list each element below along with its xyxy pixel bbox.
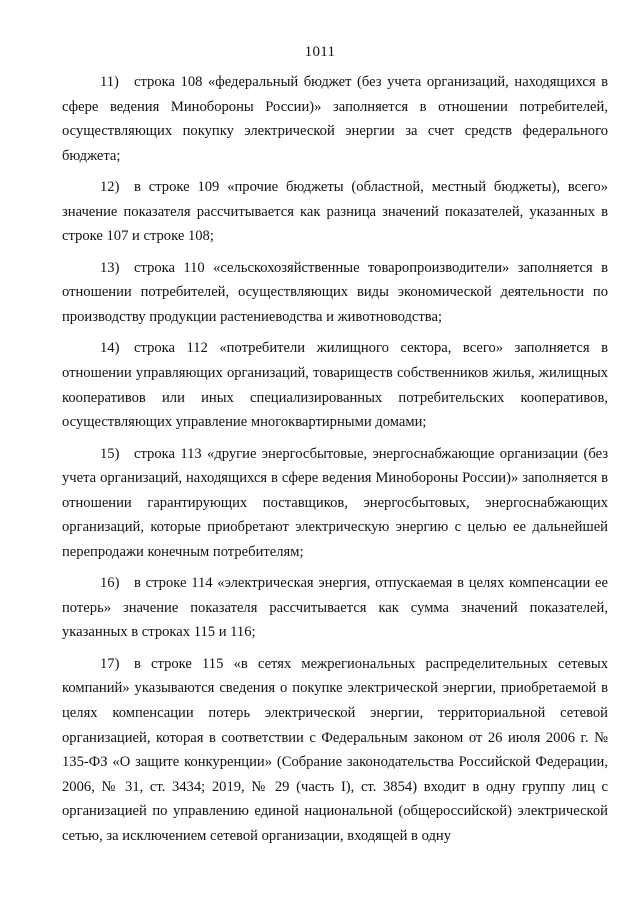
paragraph-text: в строке 109 «прочие бюджеты (областной, местный бюджеты), всего» значение показателя рассчитывается как разница значений показателей, указанных в строке 107 и строке 108; bbox=[62, 179, 608, 245]
item-number: 14) bbox=[100, 340, 120, 357]
paragraph-text: в строке 114 «электрическая энергия, отпускаемая в целях компенсации ее потерь» значение показателя рассчитывается как сумма значений показателей, указанных в строках 115 и 116; bbox=[62, 575, 608, 641]
item-number: 11) bbox=[100, 74, 119, 90]
paragraph-text: строка 108 «федеральный бюджет (без учета организаций, находящихся в сфере ведения Минобороны России)» заполняется в отношении потребителей, осуществляющих покупку электрической энергии за счет средств федерального бюджета; bbox=[62, 74, 608, 164]
paragraph-text: строка 112 «потребители жилищного сектора, всего» заполняется в отношении управляющих организаций, товариществ собственников жилья, жилищных кооперативов или иных специализированных потребительских кооперативов, осуществляющих управление многоквартирными домами; bbox=[62, 340, 608, 431]
item-number: 12) bbox=[100, 179, 120, 196]
item-number: 17) bbox=[100, 655, 120, 672]
item-number: 15) bbox=[100, 445, 120, 462]
paragraph-12 bbox=[62, 175, 608, 249]
page-body bbox=[62, 70, 608, 855]
paragraph-17 bbox=[62, 652, 608, 849]
paragraph-15 bbox=[62, 442, 608, 565]
page-number: 1011 bbox=[304, 44, 336, 60]
paragraph-11 bbox=[62, 70, 608, 168]
paragraph-13 bbox=[62, 256, 608, 330]
paragraph-text: строка 110 «сельскохозяйственные товаропроизводители» заполняется в отношении потребителей, осуществляющих виды экономической деятельности по производству продукции растениеводства и животноводства; bbox=[62, 259, 608, 325]
item-number: 16) bbox=[100, 575, 120, 592]
item-number: 13) bbox=[100, 259, 120, 276]
paragraph-text: в строке 115 «в сетях межрегиональных распределительных сетевых компаний» указываются сведения о покупке электрической энергии, приобретаемой в целях компенсации потерь электрической энергии, территориальной сетевой организацией, которая в соответствии с Федеральным законом от 26 июля 2006 г. № 135-ФЗ «О защите конкуренции» (Собрание законодательства Российской Федерации, 2006, № 31, ст. 3434; 2019, № 29 (часть I), ст. 3854) входит в одну группу лиц с организацией по управлению единой национальной (общероссийской) электрической сетью, за исключением сетевой организации, входящей в одну bbox=[62, 655, 608, 844]
paragraph-16 bbox=[62, 571, 608, 645]
paragraph-14 bbox=[62, 336, 608, 434]
paragraph-text: строка 113 «другие энергосбытовые, энергоснабжающие организации (без учета организаций, находящихся в сфере ведения Минобороны России)» заполняется в отношении гарантирующих поставщиков, энергосбытовых, энергоснабжающих организаций, которые приобретают электрическую энергию с целью ее дальнейшей перепродажи конечным потребителям; bbox=[62, 445, 608, 560]
